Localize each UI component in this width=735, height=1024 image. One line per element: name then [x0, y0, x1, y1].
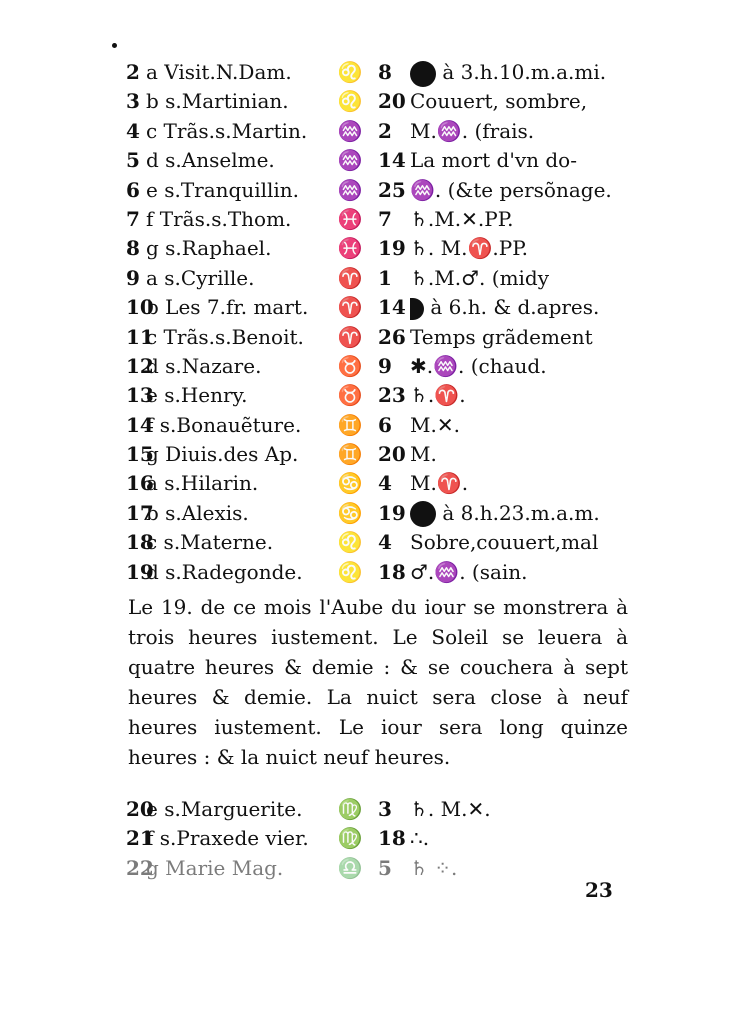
half-moon-icon [410, 298, 424, 320]
calendar-row [120, 854, 640, 883]
saint-name: c s.Materne. [146, 530, 274, 555]
day-number: 21 [126, 826, 154, 851]
day-number: 10 [126, 295, 154, 320]
zodiac-icon: ♉ [337, 383, 363, 408]
zodiac-icon: ♒ [337, 177, 363, 202]
saint-name: d s.Nazare. [146, 353, 262, 378]
day-number: 17 [126, 500, 154, 525]
day-number: 16 [126, 471, 154, 496]
weather-text: ♄. M.♈.PP. [410, 236, 528, 261]
zodiac-icon: ♒ [337, 148, 363, 173]
weather-text: Sobre,couuert,mal [410, 530, 599, 555]
lunar-day: 20 [378, 89, 406, 114]
zodiac-icon: ♈ [337, 265, 363, 290]
lunar-day: 26 [378, 324, 406, 349]
sunrise-paragraph [128, 592, 628, 772]
saint-name: b s.Alexis. [146, 500, 249, 525]
calendar-row [120, 528, 640, 557]
lunar-day: 18 [378, 826, 406, 851]
weather-text: ♒. (&te persõnage. [410, 177, 612, 202]
day-number: 8 [126, 236, 140, 261]
weather-text: M.♈. [410, 471, 469, 496]
saint-name: f s.Bonauẽture. [146, 412, 302, 437]
calendar-row [120, 411, 640, 440]
day-number: 13 [126, 383, 154, 408]
lunar-day: 4 [378, 530, 392, 555]
zodiac-icon: ♓ [337, 206, 363, 231]
calendar-row [120, 234, 640, 263]
lunar-day: 19 [378, 500, 406, 525]
saint-name: b s.Martinian. [146, 89, 289, 114]
lunar-day: 8 [378, 60, 392, 84]
weather-text: ♄.M.✕.PP. [410, 206, 514, 231]
calendar-row [120, 381, 640, 410]
weather-text: ∴. [410, 826, 430, 851]
lunar-day: 25 [378, 177, 406, 202]
day-number: 19 [126, 559, 154, 584]
saint-name: g Marie Mag. [146, 855, 284, 880]
lunar-day: 23 [378, 383, 406, 408]
saint-name: d s.Anselme. [146, 148, 275, 173]
day-number: 11 [126, 324, 154, 349]
day-number: 12 [126, 353, 154, 378]
weather-text: ✱.♒. (chaud. [410, 353, 547, 378]
lunar-day: 1 [378, 265, 392, 290]
lunar-day: 7 [378, 206, 392, 231]
weather-text: ♄ ⁘. [410, 855, 458, 880]
zodiac-icon: ♓ [337, 236, 363, 261]
lunar-day: 5 [378, 855, 392, 880]
saint-name: a s.Cyrille. [146, 265, 255, 290]
lunar-day: 14 [378, 295, 406, 320]
weather-cell [410, 499, 600, 528]
calendar-row [120, 440, 640, 469]
day-number: 4 [126, 118, 140, 143]
weather-text: à 8.h.23.m.a.m. [442, 500, 600, 525]
page-number: 23 [585, 878, 613, 902]
zodiac-icon: ♒ [337, 118, 363, 143]
day-number: 7 [126, 206, 140, 231]
weather-text: à 3.h.10.m.a.mi. [442, 60, 607, 84]
day-number: 9 [126, 265, 140, 290]
calendar-row [120, 58, 640, 87]
zodiac-icon: ♎ [337, 855, 363, 880]
calendar-row [120, 87, 640, 116]
calendar-row [120, 205, 640, 234]
calendar-row [120, 469, 640, 498]
saint-name: f Trãs.s.Thom. [146, 206, 292, 231]
weather-text: Temps grãdement [410, 324, 593, 349]
saint-name: e s.Henry. [146, 383, 248, 408]
weather-text: Couuert, sombre, [410, 89, 588, 114]
zodiac-icon: ♌ [337, 60, 363, 84]
lunar-day: 2 [378, 118, 392, 143]
zodiac-icon: ♍ [337, 797, 363, 821]
day-number: 20 [126, 797, 154, 821]
saint-name: g Diuis.des Ap. [146, 442, 299, 467]
lunar-day: 3 [378, 797, 392, 821]
zodiac-icon: ♊ [337, 412, 363, 437]
lunar-day: 9 [378, 353, 392, 378]
calendar-row [120, 795, 640, 824]
zodiac-icon: ♍ [337, 826, 363, 851]
zodiac-icon: ♈ [337, 295, 363, 320]
saint-name: a Visit.N.Dam. [146, 60, 292, 84]
weather-text: La mort d'vn do- [410, 148, 577, 173]
zodiac-icon: ♌ [337, 559, 363, 584]
weather-text: M. [410, 442, 437, 467]
weather-text: M.♒. (frais. [410, 118, 535, 143]
zodiac-icon: ♌ [337, 530, 363, 555]
zodiac-icon: ♈ [337, 324, 363, 349]
saint-name: g s.Raphael. [146, 236, 272, 261]
saint-name: d s.Radegonde. [146, 559, 303, 584]
calendar-row [120, 499, 640, 528]
calendar-row [120, 323, 640, 352]
day-number: 5 [126, 148, 140, 173]
lunar-day: 14 [378, 148, 406, 173]
calendar-row [120, 264, 640, 293]
saint-name: c Trãs.s.Benoit. [146, 324, 304, 349]
zodiac-icon: ♌ [337, 89, 363, 114]
weather-text: M.✕. [410, 412, 460, 437]
day-number: 22 [126, 855, 154, 880]
day-number: 14 [126, 412, 154, 437]
saint-name: e s.Marguerite. [146, 797, 303, 821]
saint-name: c Trãs.s.Martin. [146, 118, 308, 143]
weather-text: à 6.h. & d.apres. [430, 295, 600, 320]
full-moon-icon [410, 501, 436, 527]
full-moon-icon [410, 61, 436, 87]
lunar-day: 20 [378, 442, 406, 467]
saint-name: b Les 7.fr. mart. [146, 295, 309, 320]
day-number: 18 [126, 530, 154, 555]
lunar-day: 19 [378, 236, 406, 261]
day-number: 3 [126, 89, 140, 114]
calendar-row [120, 176, 640, 205]
day-number: 6 [126, 177, 140, 202]
calendar-row [120, 824, 640, 853]
lunar-day: 18 [378, 559, 406, 584]
calendar-row [120, 558, 640, 587]
zodiac-icon: ♊ [337, 442, 363, 467]
weather-cell [410, 58, 606, 87]
weather-text: ♄.M.♂. (midy [410, 265, 550, 290]
calendar-row [120, 117, 640, 146]
weather-text: ♄.♈. [410, 383, 466, 408]
weather-cell [410, 293, 599, 322]
ink-dot [112, 43, 117, 48]
calendar-table-top [120, 58, 640, 587]
zodiac-icon: ♋ [337, 471, 363, 496]
calendar-row [120, 352, 640, 381]
day-number: 15 [126, 442, 154, 467]
saint-name: a s.Hilarin. [146, 471, 259, 496]
saint-name: e s.Tranquillin. [146, 177, 300, 202]
lunar-day: 4 [378, 471, 392, 496]
lunar-day: 6 [378, 412, 392, 437]
paragraph-text: Le 19. de ce mois l'Aube du iour se monstrera à trois heures iustement. Le Soleil se leuera à quatre heures & demie : & se couchera à sept heures & demie. La nuict sera close à neuf heures iustement. Le iour sera long quinze heures : & la nuict neuf heures. [128, 595, 628, 769]
calendar-row [120, 293, 640, 322]
saint-name: f s.Praxede vier. [146, 826, 309, 851]
weather-text: ♂.♒. (sain. [410, 559, 528, 584]
zodiac-icon: ♋ [337, 500, 363, 525]
zodiac-icon: ♉ [337, 353, 363, 378]
calendar-row [120, 146, 640, 175]
calendar-table-bottom [120, 795, 640, 883]
weather-text: ♄. M.✕. [410, 797, 491, 821]
day-number: 2 [126, 60, 140, 84]
